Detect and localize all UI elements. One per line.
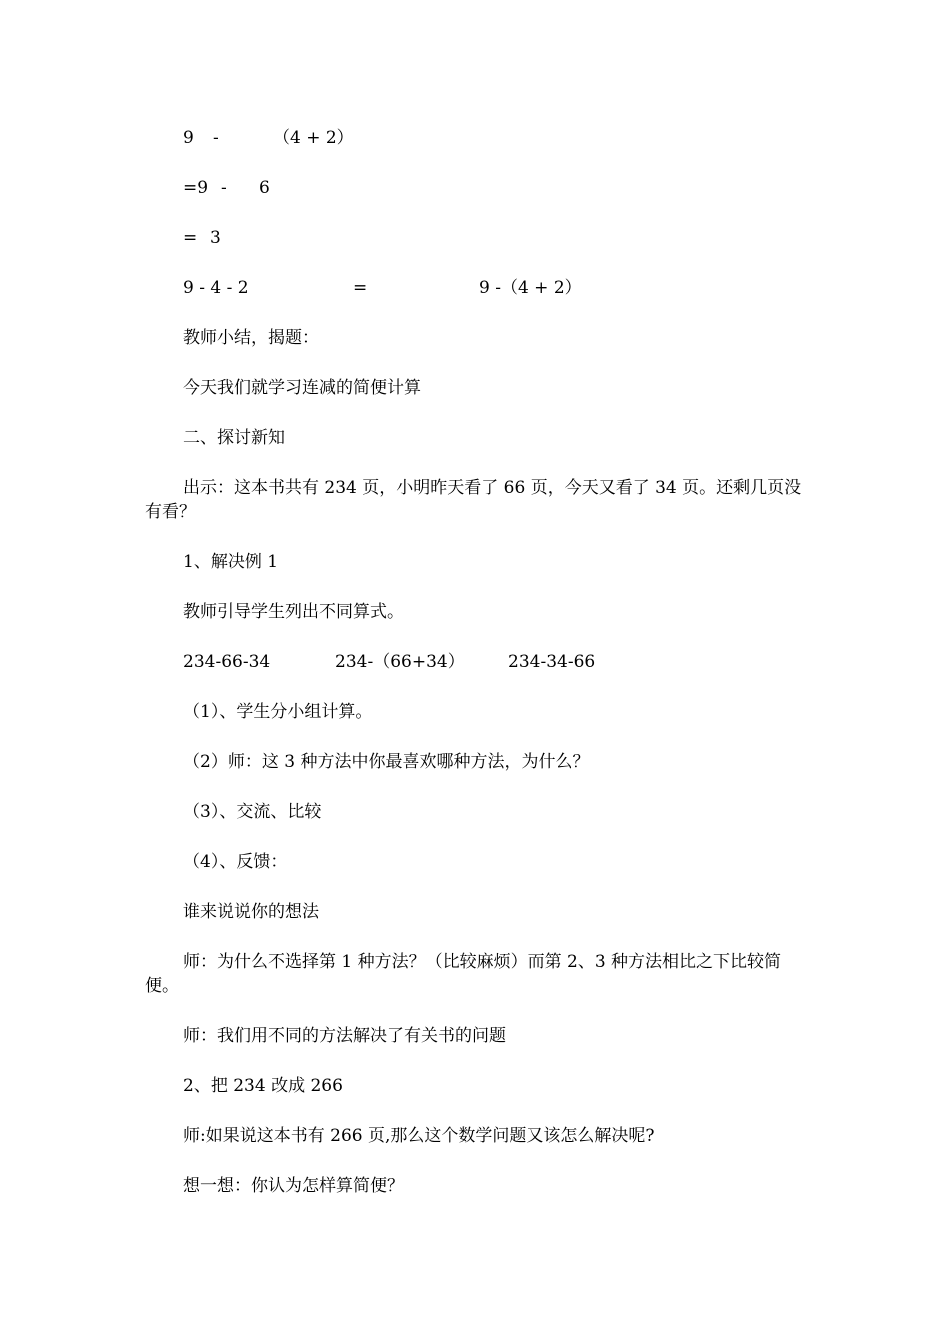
paragraph-step-1: （1）、学生分小组计算。 xyxy=(183,702,373,722)
paragraph-solved: 师：我们用不同的方法解决了有关书的问题 xyxy=(183,1026,506,1046)
paragraph-why: 师：为什么不选择第 1 种方法？（比较麻烦）而第 2、3 种方法相比之下比较简便。 xyxy=(145,952,782,996)
paragraph-think: 想一想：你认为怎样算简便？ xyxy=(183,1176,404,1196)
formula: 234-34-66 xyxy=(508,652,596,672)
equation-line-3 xyxy=(183,226,383,250)
equation-line-4 xyxy=(183,276,633,300)
section-heading: 二、探讨新知 xyxy=(183,428,285,448)
equation-term: 9 -（4 + 2） xyxy=(479,278,582,298)
equation-line-2 xyxy=(183,176,383,200)
formula: 234-66-34 xyxy=(183,652,271,672)
formula-row xyxy=(183,650,683,674)
equation-term: 6 xyxy=(259,178,270,198)
paragraph-guide: 教师引导学生列出不同算式。 xyxy=(183,602,404,622)
paragraph-example: 1、解决例 1 xyxy=(183,552,279,572)
paragraph-summary: 教师小结，揭题： xyxy=(183,328,319,348)
paragraph-step-3: （3）、交流、比较 xyxy=(183,802,322,822)
paragraph-change: 2、把 234 改成 266 xyxy=(183,1076,343,1096)
equation-operator: = xyxy=(353,278,368,298)
equation-operator: = xyxy=(183,228,198,248)
paragraph-who: 谁来说说你的想法 xyxy=(183,902,319,922)
paragraph-step-4: （4）、反馈： xyxy=(183,852,288,872)
equation-term: （4 + 2） xyxy=(273,128,354,148)
formula: 234-（66+34） xyxy=(335,652,465,672)
equation-line-1 xyxy=(183,126,383,150)
equation-operator: - xyxy=(221,178,227,198)
equation-term: =9 xyxy=(183,178,209,198)
paragraph-topic: 今天我们就学习连减的简便计算 xyxy=(183,378,421,398)
equation-term: 9 - 4 - 2 xyxy=(183,278,249,298)
equation-operator: - xyxy=(213,128,219,148)
equation-term: 3 xyxy=(210,228,221,248)
equation-term: 9 xyxy=(183,128,194,148)
paragraph-problem: 出示：这本书共有 234 页，小明昨天看了 66 页，今天又看了 34 页。还剩几页没有看？ xyxy=(145,478,802,522)
paragraph-step-2: （2）师：这 3 种方法中你最喜欢哪种方法，为什么？ xyxy=(183,752,590,772)
paragraph-if: 师:如果说这本书有 266 页,那么这个数学问题又该怎么解决呢? xyxy=(183,1126,655,1146)
